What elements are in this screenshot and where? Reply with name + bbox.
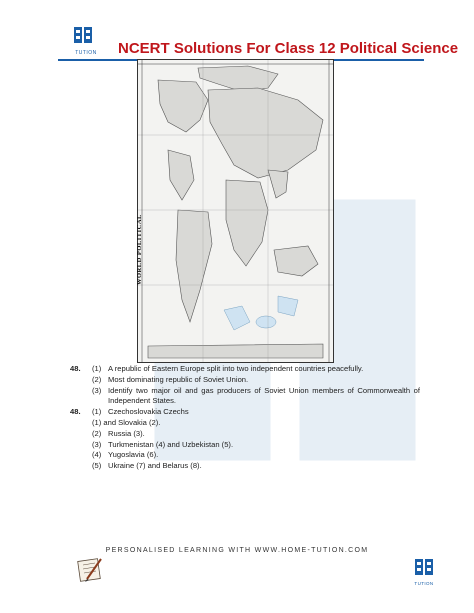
footer-brand-text: TUTION	[414, 581, 434, 586]
question-block	[70, 407, 420, 472]
item-text: Most dominating republic of Soviet Union.	[108, 374, 249, 384]
list-item	[92, 461, 420, 472]
brand-logo	[73, 26, 99, 56]
item-text: Ukraine (7) and Belarus (8).	[108, 461, 202, 471]
item-number: (1)	[92, 364, 102, 373]
item-text: (1) and Slovakia (2).	[92, 417, 161, 427]
item-text: Turkmenistan (4) and Uzbekistan (5).	[108, 439, 234, 449]
world-map-icon	[138, 60, 333, 362]
question-number: 48.	[70, 407, 81, 417]
world-map-figure	[137, 59, 334, 363]
item-number: (5)	[92, 461, 102, 471]
footer-brand-logo-icon	[413, 558, 435, 576]
item-number: (1)	[92, 407, 102, 417]
list-item	[92, 440, 420, 451]
footer-tagline: PERSONALISED LEARNING WITH WWW.HOME-TUTION.COM	[105, 547, 369, 554]
item-number: (3)	[92, 439, 102, 449]
item-text: Russia (3).	[108, 428, 145, 438]
list-item	[92, 407, 420, 418]
list-item	[92, 375, 420, 386]
footer-brand-logo	[413, 558, 435, 584]
brand-logo-text: TUTION	[75, 50, 97, 56]
list-item	[92, 418, 420, 429]
list-item	[92, 364, 420, 375]
item-number: (3)	[92, 385, 102, 395]
item-text: A republic of Eastern Europe split into two independent countries peacefully.	[108, 364, 364, 373]
page-title: NCERT Solutions For Class 12 Political Science	[118, 40, 459, 57]
item-number: (2)	[92, 374, 102, 384]
list-item	[92, 386, 420, 408]
list-item	[92, 450, 420, 461]
list-item	[92, 429, 420, 440]
item-number: (4)	[92, 450, 102, 460]
pencil-paper-icon	[75, 557, 105, 583]
map-side-label: WORLD POLITICAL	[136, 214, 143, 285]
item-text: Czechoslovakia Czechs	[108, 407, 189, 417]
question-number: 48.	[70, 364, 81, 373]
item-text: Identify two major oil and gas producers of Soviet Union members of Commonwealth of Independent States.	[108, 385, 420, 406]
answer-content	[70, 364, 420, 472]
question-block	[70, 364, 420, 407]
item-text: Yugoslavia (6).	[108, 450, 159, 460]
brand-logo-icon	[73, 26, 93, 44]
item-number: (2)	[92, 428, 102, 438]
